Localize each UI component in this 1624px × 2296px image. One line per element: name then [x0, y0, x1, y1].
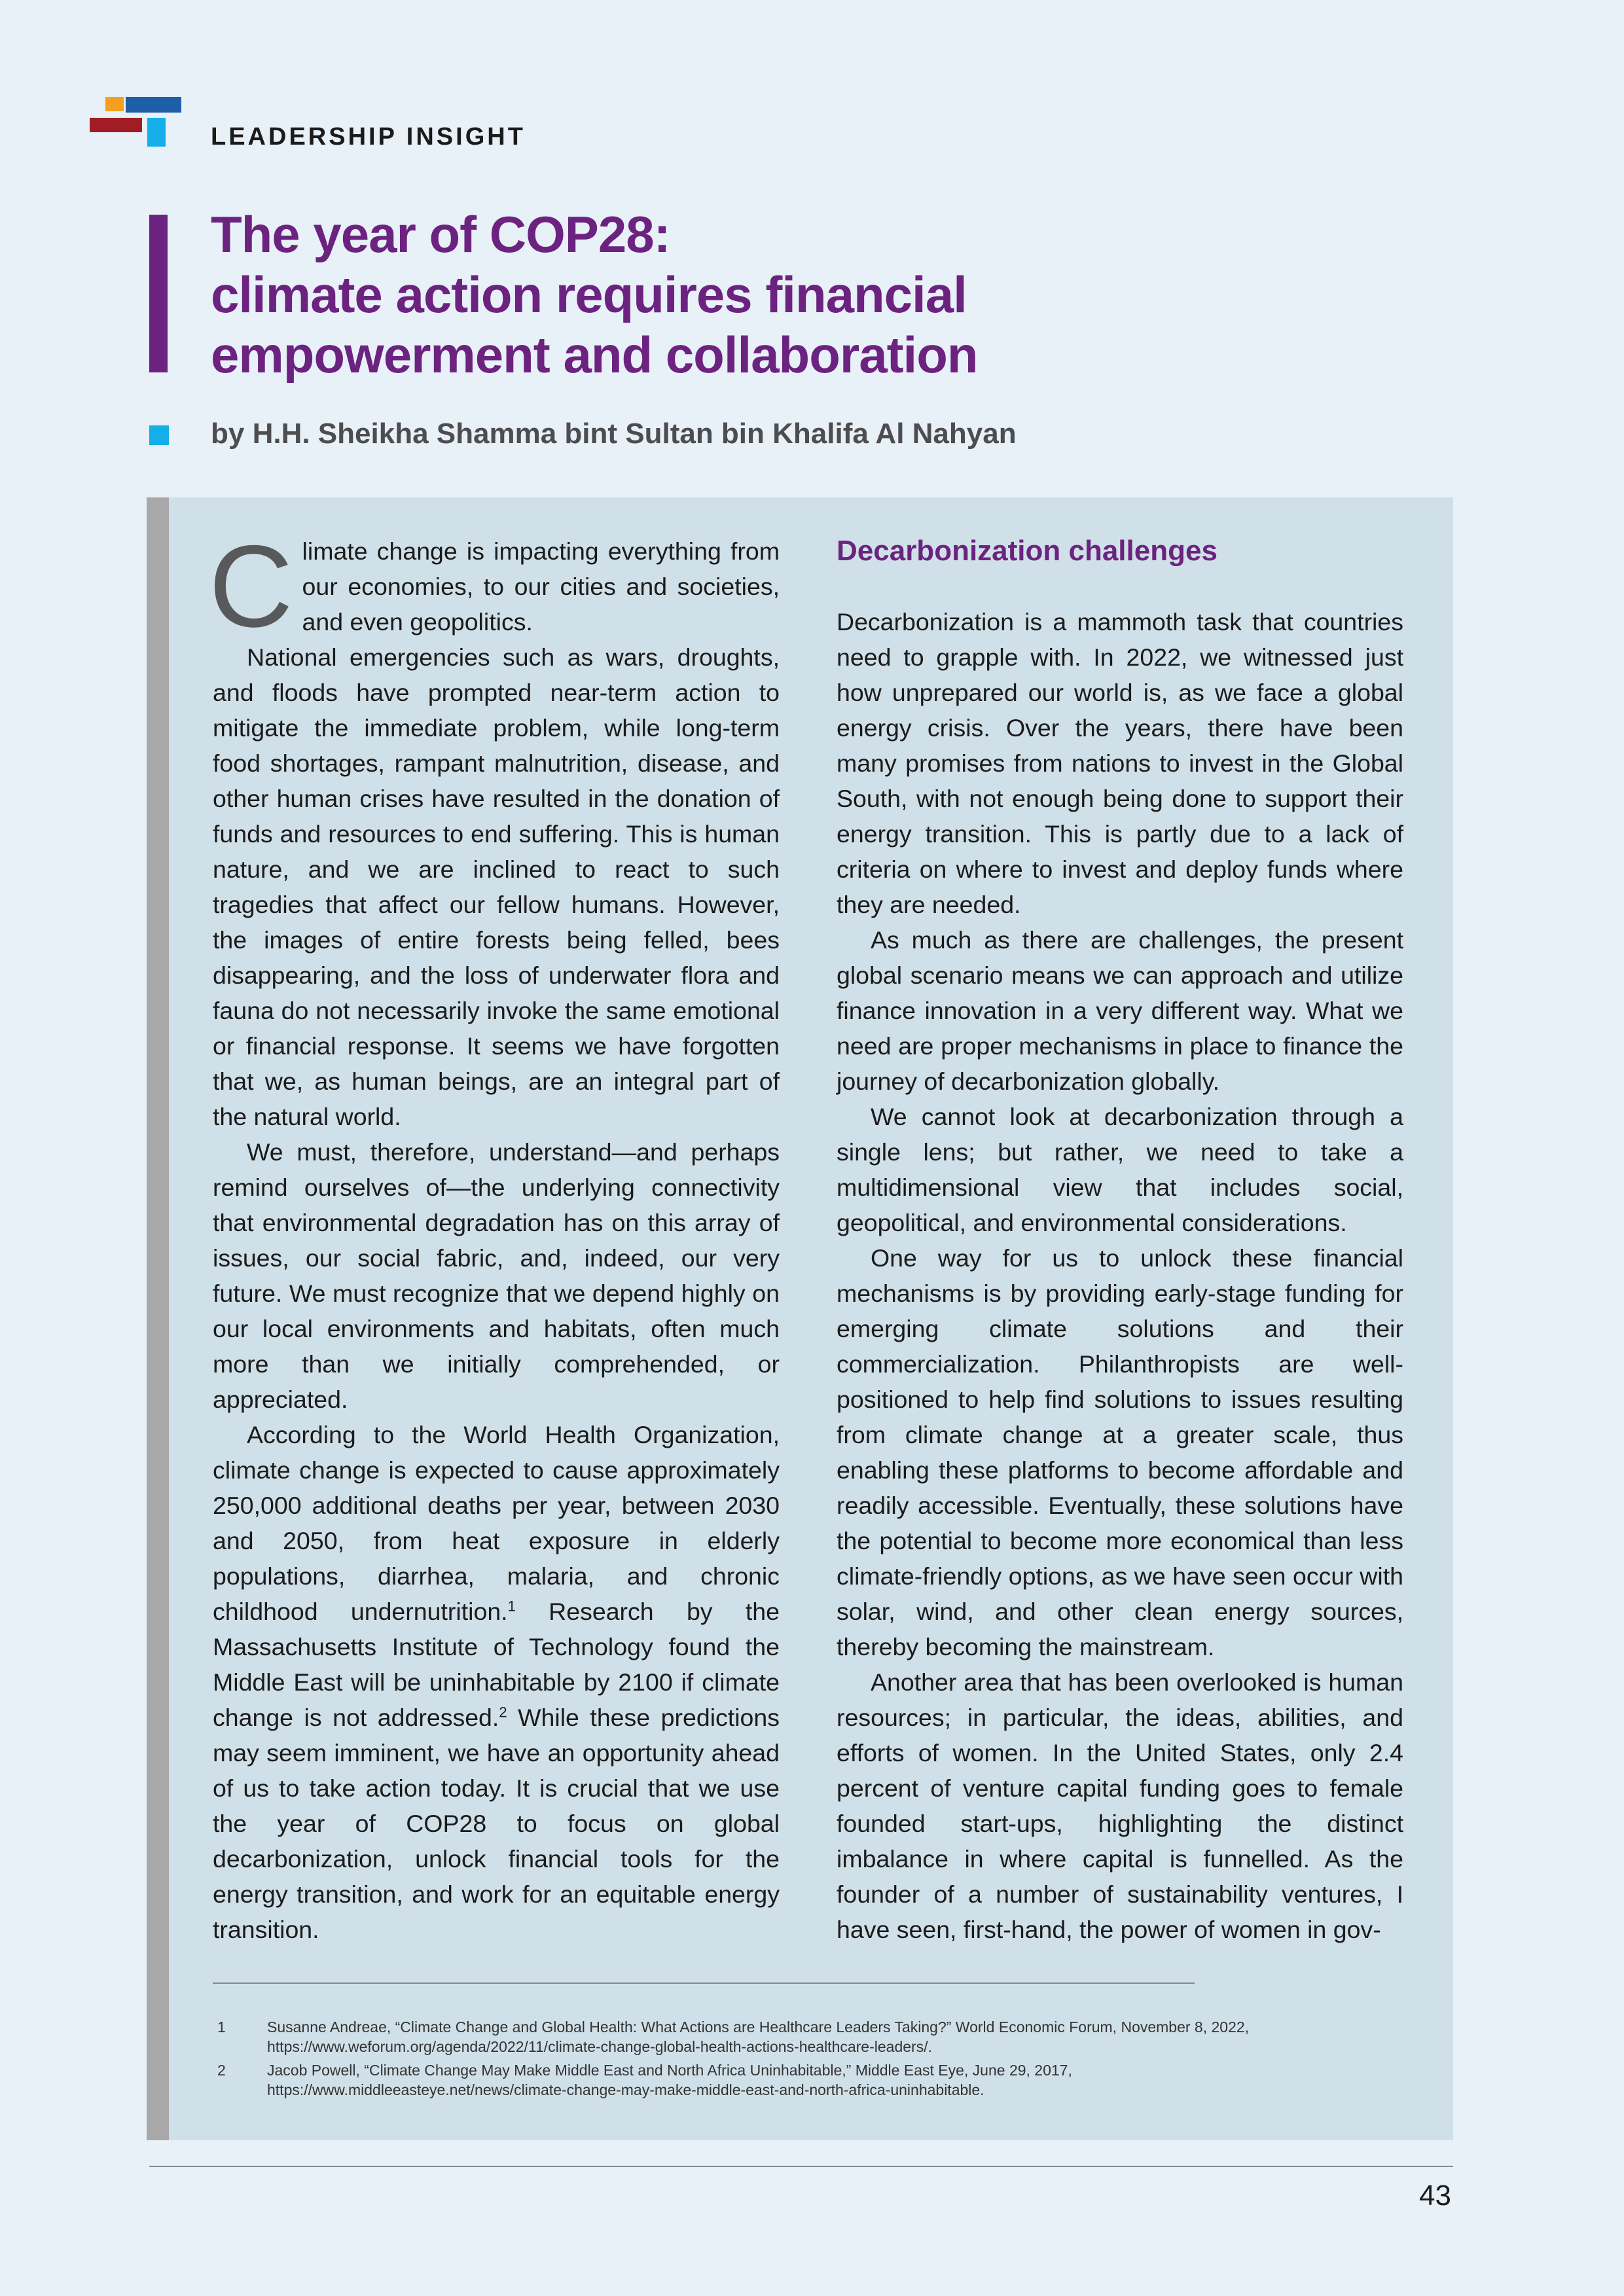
page-footer-rule [149, 2166, 1453, 2167]
footnote-divider [213, 1982, 1195, 1984]
footnote [213, 2017, 1411, 2056]
paragraph: We cannot look at decarbonization through a single lens; but rather, we need to take a multidimensional view that includes social, geopolitical, and environmental considerations. [837, 1103, 1403, 1236]
paragraph: Climate change is impacting everything from our economies, to our cities and societies, and even geopolitics. [209, 521, 780, 651]
publication-logo-icon [90, 97, 183, 147]
paragraph: As much as there are challenges, the present global scenario means we can approach and utilize finance innovation in a very different way. What we need are proper mechanisms in place to finance the journey of decarbonization globally. [837, 926, 1403, 1095]
section-label: LEADERSHIP INSIGHT [211, 123, 526, 151]
article-title [211, 204, 1324, 385]
paragraph: One way for us to unlock these financial mechanisms is by providing early-stage funding for emerging climate solutions and their commercialization. Philanthropists are well-positioned to help find solutions to issues resulting from climate change at a greater scale, thus enabling these platforms to become affordable and readily accessible. Eventually, these solutions have the potential to become more economical than less climate-friendly options, as we have seen occur with solar, wind, and other clean energy sources, thereby becoming the mainstream. [837, 1244, 1403, 1660]
footnote-number: 1 [217, 2018, 226, 2036]
byline: by H.H. Sheikha Shamma bint Sultan bin Khalifa Al Nahyan [211, 418, 1017, 450]
footnote-link[interactable]: https://www.weforum.org/agenda/2022/11/climate-change-global-health-actions-healthcare-leaders/. [267, 2038, 932, 2055]
footnote-text: Susanne Andreae, “Climate Change and Global Health: What Actions are Healthcare Leaders Taking?” World Economic Forum, November 8, 2022, [267, 2018, 1250, 2036]
title-line: The year of COP28: [211, 206, 670, 263]
logo-orange-block [105, 97, 124, 111]
footnote-link[interactable]: https://www.middleeasteye.net/news/climate-change-may-make-middle-east-and-north-africa-uninhabitable. [267, 2081, 984, 2098]
section-heading: Decarbonization challenges [837, 535, 1218, 567]
footnote-ref[interactable]: 2 [499, 1704, 507, 1721]
footnotes [213, 2017, 1411, 2104]
article-column-1 [209, 521, 780, 1947]
title-line: empowerment and collaboration [211, 326, 978, 384]
paragraph: National emergencies such as wars, droughts, and floods have prompted near-term action to mitigate the immediate problem, while long-term food shortages, rampant malnutrition, disease, and other human crises have resulted in the donation of funds and resources to end suffering. This is human nature, and we are inclined to react to such tragedies that affect our fellow humans. However, the images of entire forests being felled, bees disappearing, and the loss of underwater flora and fauna do not necessarily invoke the same emotional or financial response. It seems we have forgotten that we, as human beings, are an integral part of the natural world. [213, 643, 780, 1130]
footnote-text: Jacob Powell, “Climate Change May Make Middle East and North Africa Uninhabitable,” Middle East Eye, June 29, 2017, [267, 2062, 1072, 2079]
footnote-number: 2 [217, 2062, 226, 2079]
footnote [213, 2060, 1411, 2100]
title-accent-bar [149, 215, 168, 372]
logo-navy-block [126, 97, 181, 113]
article-column-2 [837, 533, 1403, 1947]
paragraph: We must, therefore, understand—and perhaps remind ourselves of—the underlying connectivity that environmental degradation has on this array of issues, our social fabric, and, indeed, our very future. We must recognize that we depend highly on our local environments and habitats, often much more than we initially comprehended, or appreciated. [213, 1138, 780, 1413]
panel-side-bar [147, 497, 169, 2140]
drop-cap: C [209, 521, 293, 651]
paragraph: Another area that has been overlooked is human resources; in particular, the ideas, abilities, and efforts of women. In the United States, only 2.4 percent of venture capital funding goes to female founded start-ups, highlighting the distinct imbalance in where capital is funnelled. As the founder of a number of sustainability ventures, I have seen, first-hand, the power of women in gov- [837, 1668, 1403, 1943]
paragraph: According to the World Health Organization, climate change is expected to cause approximately 250,000 additional deaths per year, between 2030 and 2050, from heat exposure in elderly populations, diarrhea, malaria, and chronic childhood undernutrition.$^1$ Research by the Massachusetts Institute of Technology found the Middle East will be uninhabitable by 2100 if climate change is not addressed.$^2$ While these predictions may seem imminent, we have an opportunity ahead of us to take action today. It is crucial that we use the year of COP28 to focus on global decarbonization, unlock financial tools for the energy transition, and work for an equitable energy transition. [213, 1421, 780, 1943]
paragraph: Decarbonization is a mammoth task that countries need to grapple with. In 2022, we witnessed just how unprepared our world is, as we face a global energy crisis. Over the years, there have been many promises from nations to invest in the Global South, with not enough being done to support their energy transition. This is partly due to a lack of criteria on where to invest and deploy funds where they are needed. [837, 608, 1403, 918]
page-number: 43 [1419, 2179, 1451, 2212]
logo-cyan-block [147, 118, 166, 147]
logo-red-block [90, 118, 142, 132]
title-line: climate action requires financial [211, 266, 967, 323]
byline-bullet-icon [149, 425, 169, 445]
footnote-ref[interactable]: 1 [507, 1598, 516, 1615]
